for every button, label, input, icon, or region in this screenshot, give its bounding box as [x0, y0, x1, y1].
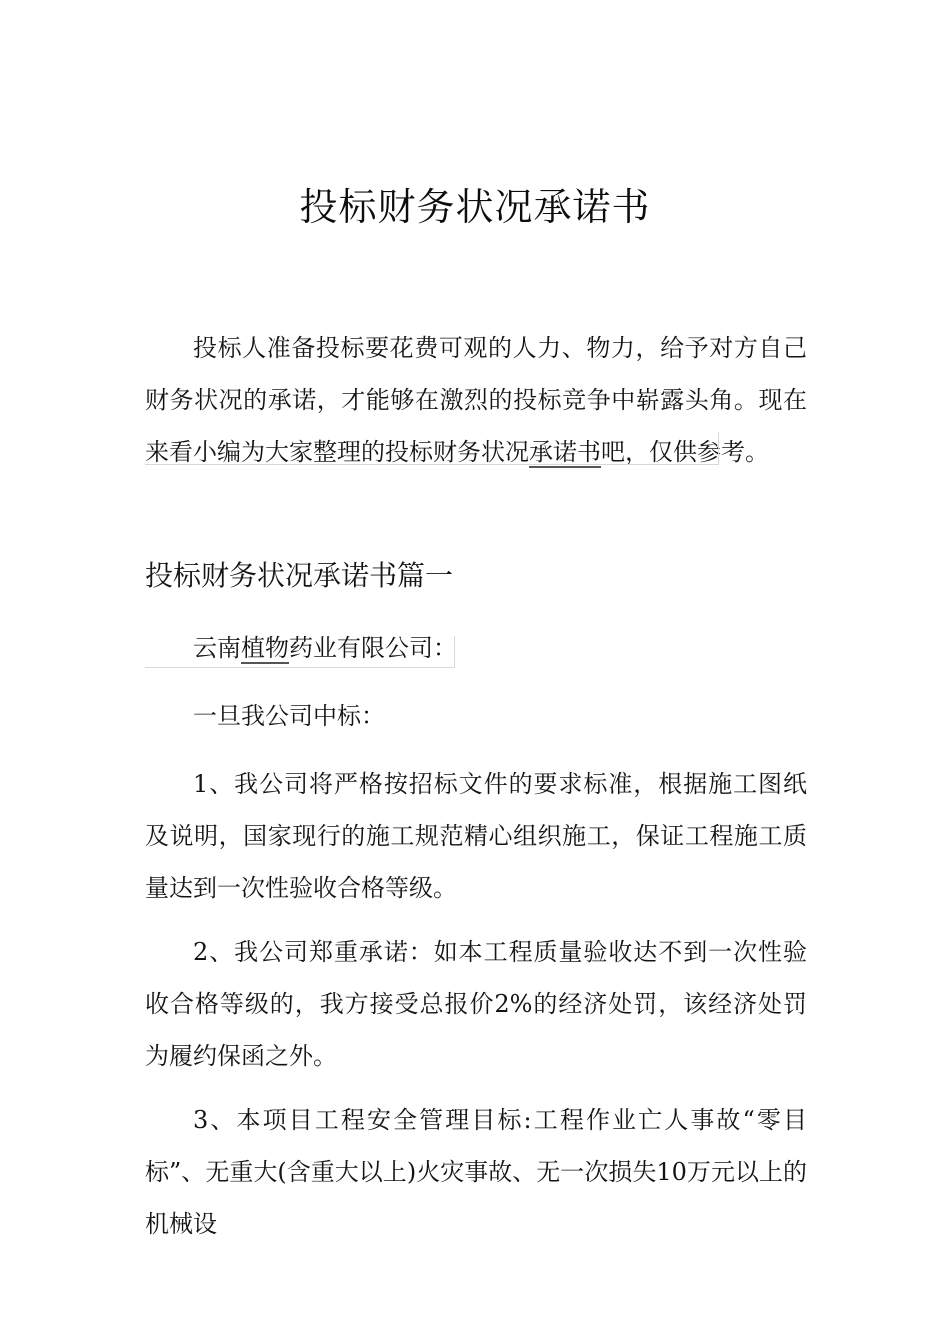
addressee-box-bottom [145, 667, 455, 668]
lead-paragraph: 一旦我公司中标： [193, 702, 385, 730]
item-paragraph-2: 2、我公司郑重承诺：如本工程质量验收达不到一次性验收合格等级的，我方接受总报价2%的经济处罚，该经济处罚为履约保函之外。 [145, 938, 807, 1070]
item-paragraph-3: 3、本项目工程安全管理目标:工程作业亡人事故“零目标”、无重大(含重大以上)火灾事故、无一次损失10万元以上的机械设 [145, 1106, 807, 1238]
addressee-box-right [454, 636, 455, 668]
intro-box-bottom [145, 464, 719, 465]
intro-box-right [718, 432, 719, 465]
intro-underlined-text: 承诺书 [529, 438, 601, 466]
item-paragraph-1: 1、我公司将严格按招标文件的要求标准，根据施工图纸及说明，国家现行的施工规范精心组织施工，保证工程施工质量达到一次性验收合格等级。 [145, 770, 807, 902]
intro-paragraph [145, 322, 807, 478]
addressee-text: 云南 [193, 634, 241, 662]
intro-text-end: 吧，仅供参考。 [601, 438, 769, 466]
document-title: 投标财务状况承诺书 [299, 185, 651, 229]
section-heading: 投标财务状况承诺书篇一 [145, 559, 454, 592]
addressee-text-end: 药业有限公司： [289, 634, 457, 662]
addressee-underlined-text: 植物 [241, 634, 289, 662]
intro-text: 投标人准备投标要花费可观的人力、物力，给予对方自己财务状况的承诺，才能够在激烈的投标竞争中崭露头角。现在来看小编为大家整理的投标财务状况 [145, 334, 807, 466]
